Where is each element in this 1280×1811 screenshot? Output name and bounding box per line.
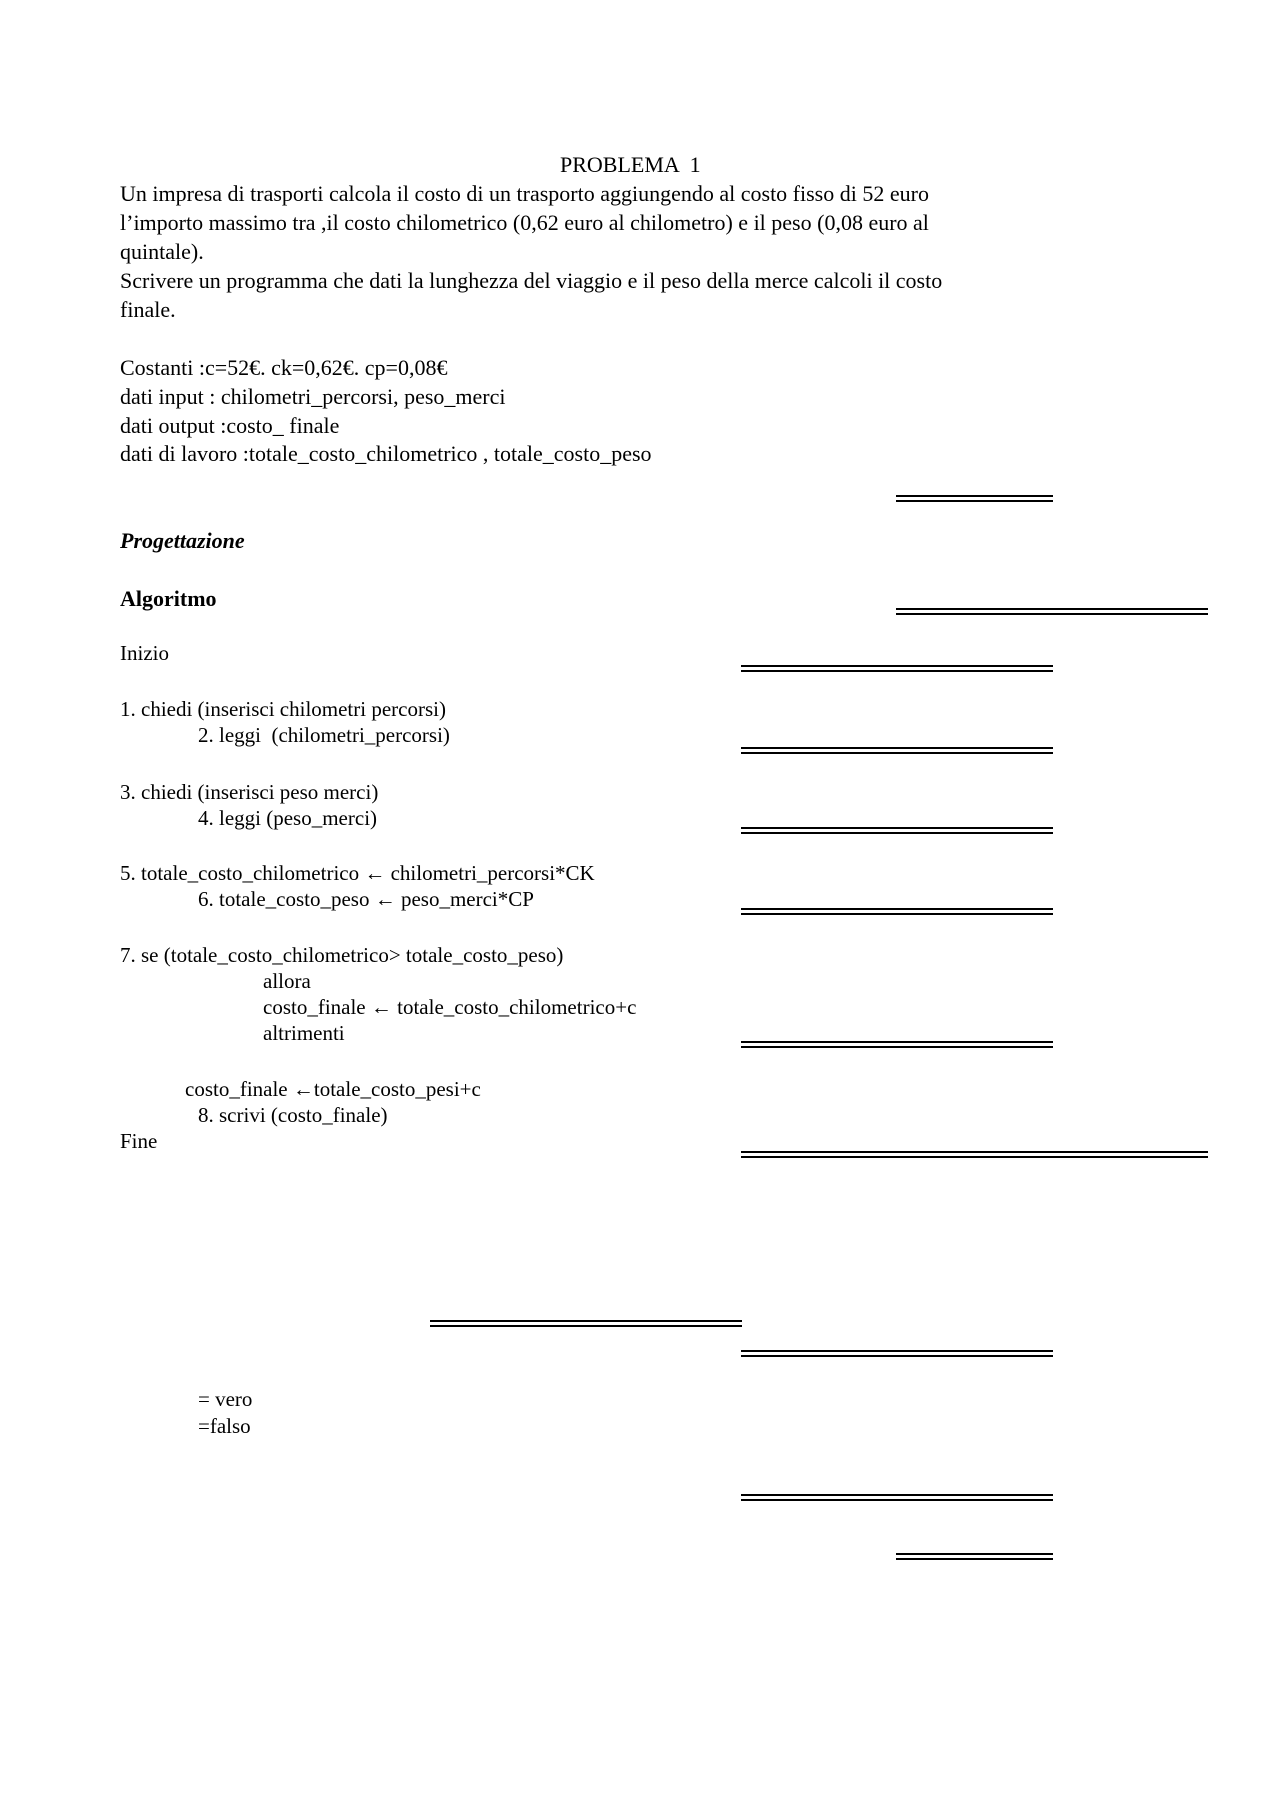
constants-line: Costanti :c=52€. ck=0,62€. cp=0,08€ [120,355,448,380]
description-line: Scrivere un programma che dati la lunghezza del viaggio e il peso della merce calcoli il costo [120,268,943,293]
flowchart-connector [741,1350,1053,1357]
flow-label-false: =falso [198,1414,251,1438]
algorithm-step: 6. totale_costo_peso ← peso_merci*CP [198,887,534,911]
output-data-line: dati output :costo_ finale [120,413,340,438]
algorithm-step: 5. totale_costo_chilometrico ← chilometri_percorsi*CK [120,861,595,885]
algorithm-step: 7. se (totale_costo_chilometrico> totale_costo_peso) [120,943,564,967]
algorithm-branch: costo_finale ← totale_costo_chilometrico+c [263,995,637,1019]
algorithm-step: 8. scrivi (costo_finale) [198,1103,388,1127]
flow-label-true: = vero [198,1387,253,1411]
algorithm-step: 3. chiedi (inserisci peso merci) [120,780,379,804]
description-line: quintale). [120,239,204,264]
description-line: Un impresa di trasporti calcola il costo di un trasporto aggiungendo al costo fisso di 52 euro [120,181,929,206]
algorithm-start: Inizio [120,641,169,665]
design-heading: Progettazione [120,528,245,553]
description-line: l’importo massimo tra ,il costo chilometrico (0,62 euro al chilometro) e il peso (0,08 euro al [120,210,929,235]
flowchart-connector [741,1151,1208,1158]
algorithm-branch: costo_finale ←totale_costo_pesi+c [185,1077,481,1101]
flowchart-connector [741,1041,1053,1048]
flowchart-connector [741,747,1053,754]
flowchart-connector [741,908,1053,915]
algorithm-step: 4. leggi (peso_merci) [198,806,378,830]
algorithm-branch: altrimenti [263,1021,345,1045]
algorithm-step: 1. chiedi (inserisci chilometri percorsi) [120,697,446,721]
flowchart-connector [896,608,1208,615]
flowchart-connector [741,1494,1053,1501]
description-line: finale. [120,297,176,322]
algorithm-end: Fine [120,1129,158,1153]
work-data-line: dati di lavoro :totale_costo_chilometrico , totale_costo_peso [120,441,652,466]
algorithm-step: 2. leggi (chilometri_percorsi) [198,723,450,747]
flowchart-connector [430,1320,742,1327]
algorithm-branch: allora [263,969,311,993]
flowchart-connector [741,827,1053,834]
input-data-line: dati input : chilometri_percorsi, peso_merci [120,384,506,409]
algorithm-heading: Algoritmo [120,586,217,611]
page-title: PROBLEMA 1 [560,152,701,177]
flowchart-connector [741,665,1053,672]
flowchart-connector [896,495,1053,502]
flowchart-connector [896,1553,1053,1560]
